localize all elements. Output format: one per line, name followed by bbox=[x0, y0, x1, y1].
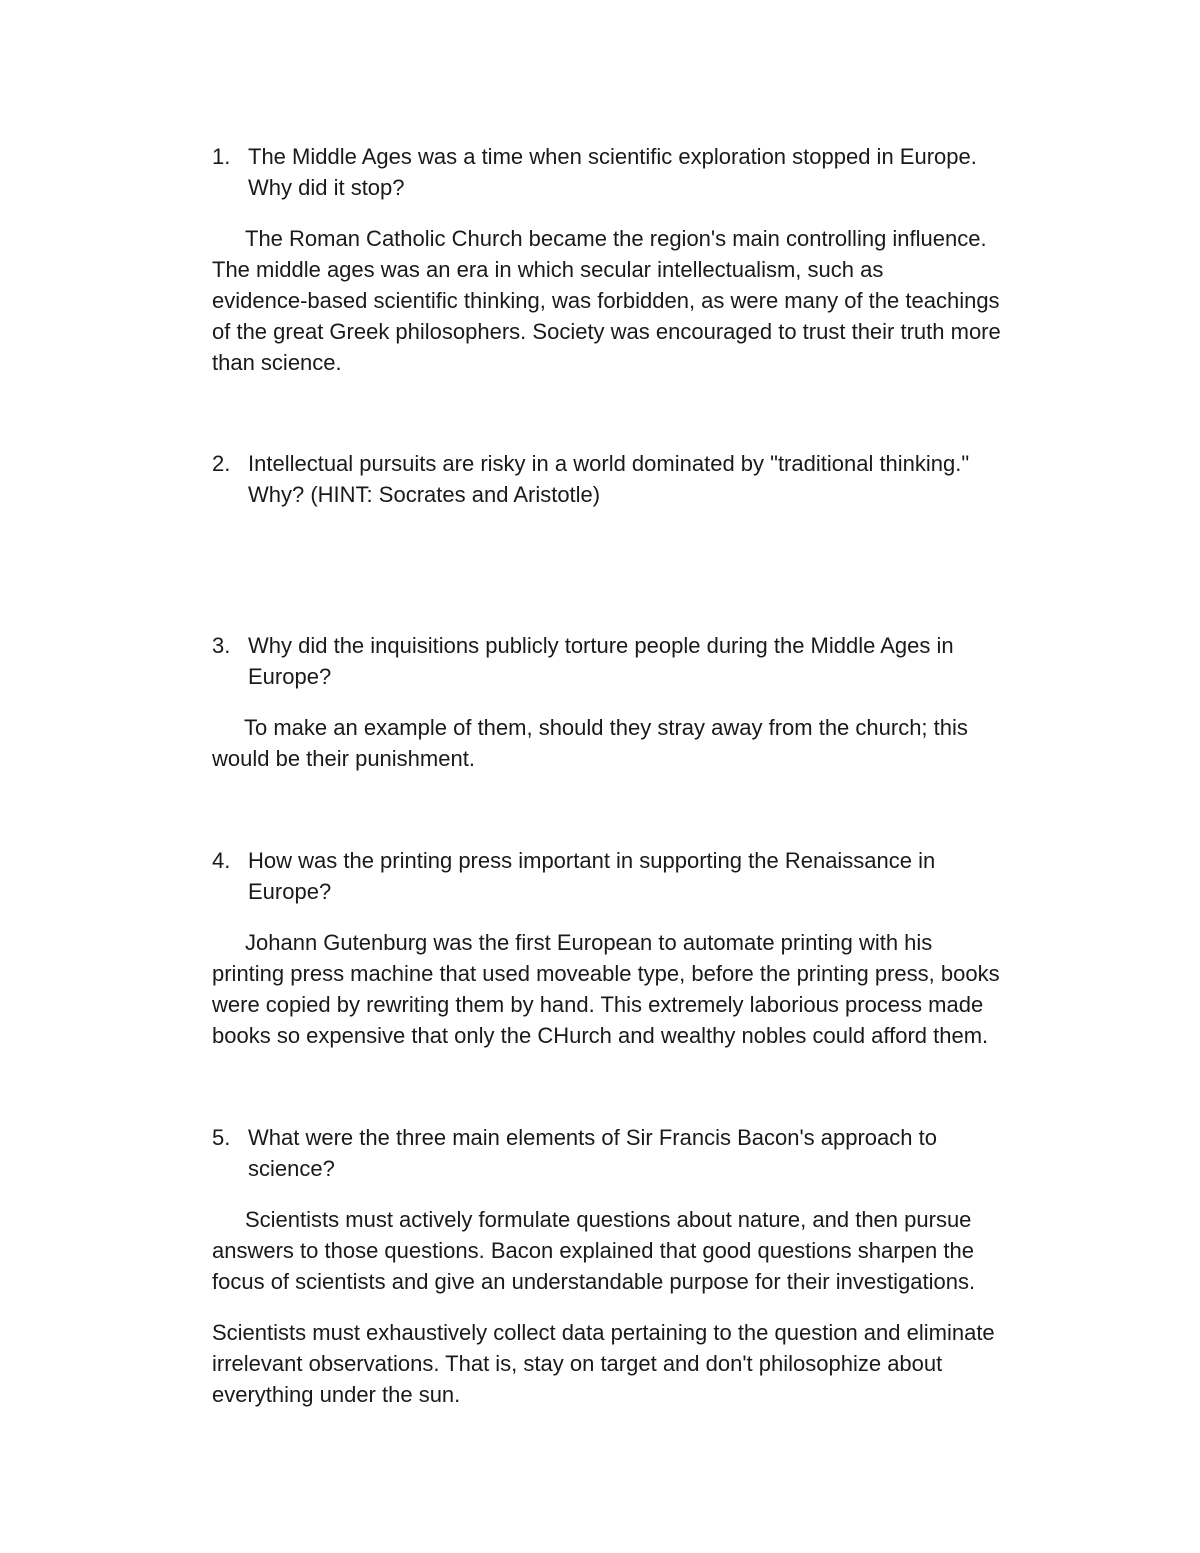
question-2 bbox=[212, 448, 1072, 510]
answer-line: evidence-based scientific thinking, was forbidden, as were many of the teachings bbox=[212, 288, 1000, 313]
question-line: Intellectual pursuits are risky in a world dominated by "traditional thinking." bbox=[248, 451, 970, 476]
question-line: Why? (HINT: Socrates and Aristotle) bbox=[248, 482, 601, 507]
question-line: Europe? bbox=[248, 879, 332, 904]
answer-5b bbox=[212, 1317, 1072, 1410]
question-line: Why did it stop? bbox=[248, 175, 405, 200]
answer-line: Johann Gutenburg was the first European to automate printing with his bbox=[245, 930, 933, 955]
answer-line: irrelevant observations. That is, stay on target and don't philosophize about bbox=[212, 1351, 943, 1376]
question-line: How was the printing press important in supporting the Renaissance in bbox=[248, 848, 936, 873]
question-line: science? bbox=[248, 1156, 335, 1181]
answer-line: The Roman Catholic Church became the region's main controlling influence. bbox=[245, 226, 987, 251]
answer-line: everything under the sun. bbox=[212, 1382, 461, 1407]
question-line: Why did the inquisitions publicly torture people during the Middle Ages in bbox=[248, 633, 954, 658]
question-line: The Middle Ages was a time when scientific exploration stopped in Europe. bbox=[248, 144, 977, 169]
answer-line: To make an example of them, should they stray away from the church; this bbox=[244, 715, 968, 740]
answer-5a bbox=[212, 1204, 1072, 1297]
answer-1 bbox=[212, 223, 1072, 378]
question-5-block bbox=[212, 1122, 1072, 1184]
answer-line: printing press machine that used moveable type, before the printing press, books bbox=[212, 961, 1000, 986]
question-3 bbox=[212, 630, 1072, 692]
question-number: 5. bbox=[212, 1125, 231, 1150]
question-1 bbox=[212, 141, 1072, 203]
question-number: 4. bbox=[212, 848, 231, 873]
answer-line: than science. bbox=[212, 350, 342, 375]
answer-line: Scientists must actively formulate questions about nature, and then pursue bbox=[245, 1207, 972, 1232]
answer-line: books so expensive that only the CHurch and wealthy nobles could afford them. bbox=[212, 1023, 989, 1048]
question-number: 1. bbox=[212, 144, 231, 169]
question-4 bbox=[212, 845, 1072, 907]
answer-line: The middle ages was an era in which secular intellectualism, such as bbox=[212, 257, 884, 282]
answer-3 bbox=[212, 712, 1072, 774]
question-2-block bbox=[212, 448, 1072, 510]
answer-line: focus of scientists and give an understandable purpose for their investigations. bbox=[212, 1269, 976, 1294]
answer-line: would be their punishment. bbox=[212, 746, 475, 771]
question-4-block bbox=[212, 845, 1072, 907]
question-1-block bbox=[212, 141, 1072, 203]
question-line: What were the three main elements of Sir Francis Bacon's approach to bbox=[248, 1125, 937, 1150]
answer-line: Scientists must exhaustively collect data pertaining to the question and eliminate bbox=[212, 1320, 995, 1345]
question-line: Europe? bbox=[248, 664, 332, 689]
answer-line: were copied by rewriting them by hand. This extremely laborious process made bbox=[212, 992, 984, 1017]
question-5 bbox=[212, 1122, 1072, 1184]
answer-line: of the great Greek philosophers. Society was encouraged to trust their truth more bbox=[212, 319, 1001, 344]
question-number: 2. bbox=[212, 451, 231, 476]
answer-line: answers to those questions. Bacon explained that good questions sharpen the bbox=[212, 1238, 974, 1263]
answer-4 bbox=[212, 927, 1072, 1051]
question-number: 3. bbox=[212, 633, 231, 658]
question-3-block bbox=[212, 630, 1072, 692]
